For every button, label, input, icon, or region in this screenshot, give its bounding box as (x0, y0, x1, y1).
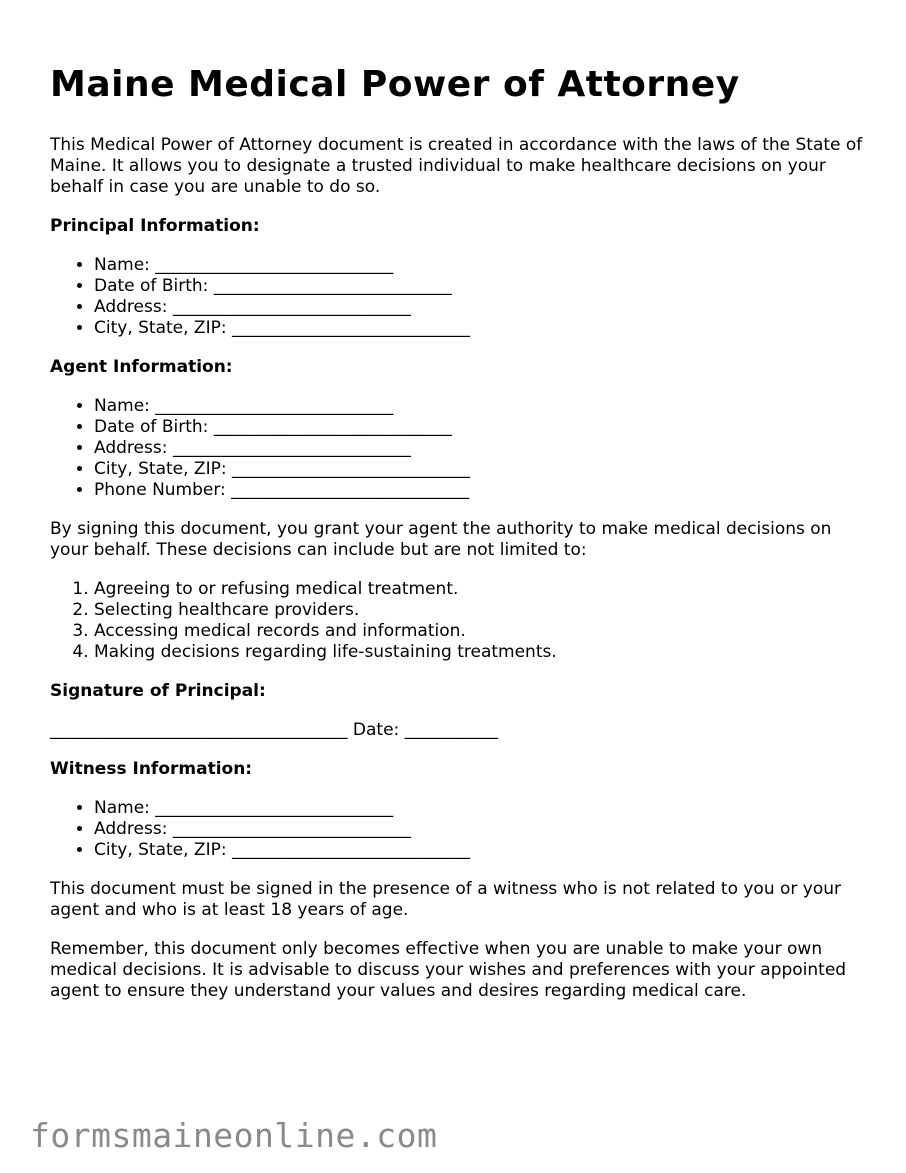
witness-heading: Witness Information: (50, 759, 253, 779)
authority-item: 1. Agreeing to or refusing medical treatment. (94, 579, 870, 600)
agent-heading: Agent Information: (50, 357, 233, 377)
principal-address-field: • Address: ____________________________ (94, 297, 870, 318)
agent-name-field: • Name: ____________________________ (94, 396, 870, 417)
signature-heading: Signature of Principal: (50, 681, 266, 701)
document-page (50, 62, 870, 1020)
agent-dob-field: • Date of Birth: ____________________________ (94, 417, 870, 438)
witness-note: This document must be signed in the presence of a witness who is not related to you or your agent and who is at least 18 years of age. (50, 879, 842, 920)
principal-city-field: • City, State, ZIP: ____________________________ (94, 318, 870, 339)
principal-name-field: • Name: ____________________________ (94, 255, 870, 276)
authority-item: 2. Selecting healthcare providers. (94, 600, 870, 621)
principal-field-list (50, 255, 870, 339)
principal-heading: Principal Information: (50, 216, 260, 236)
witness-city-field: • City, State, ZIP: ____________________________ (94, 840, 870, 861)
witness-address-field: • Address: ____________________________ (94, 819, 870, 840)
authority-paragraph: By signing this document, you grant your agent the authority to make medical decisions on your behalf. These decisions can include but are not limited to: (50, 519, 832, 560)
watermark-text: formsmaineonline.com (30, 1116, 438, 1155)
witness-name-field: • Name: ____________________________ (94, 798, 870, 819)
closing-paragraph: Remember, this document only becomes effective when you are unable to make your own medical decisions. It is advisable to discuss your wishes and preferences with your appointed agent to ensure they understand your values and desires regarding medical care. (50, 939, 847, 1001)
agent-field-list (50, 396, 870, 501)
principal-dob-field: • Date of Birth: ____________________________ (94, 276, 870, 297)
authority-list (50, 579, 870, 663)
authority-item: 4. Making decisions regarding life-sustaining treatments. (94, 642, 870, 663)
intro-paragraph: This Medical Power of Attorney document is created in accordance with the laws of the State of Maine. It allows you to designate a trusted individual to make healthcare decisions on your behalf in case you are unable to do so. (50, 135, 863, 197)
document-title: Maine Medical Power of Attorney (50, 64, 740, 105)
agent-address-field: • Address: ____________________________ (94, 438, 870, 459)
agent-city-field: • City, State, ZIP: ____________________________ (94, 459, 870, 480)
agent-phone-field: • Phone Number: ____________________________ (94, 480, 870, 501)
witness-field-list (50, 798, 870, 861)
authority-item: 3. Accessing medical records and information. (94, 621, 870, 642)
signature-line: ___________________________________ Date: ___________ (50, 720, 499, 740)
